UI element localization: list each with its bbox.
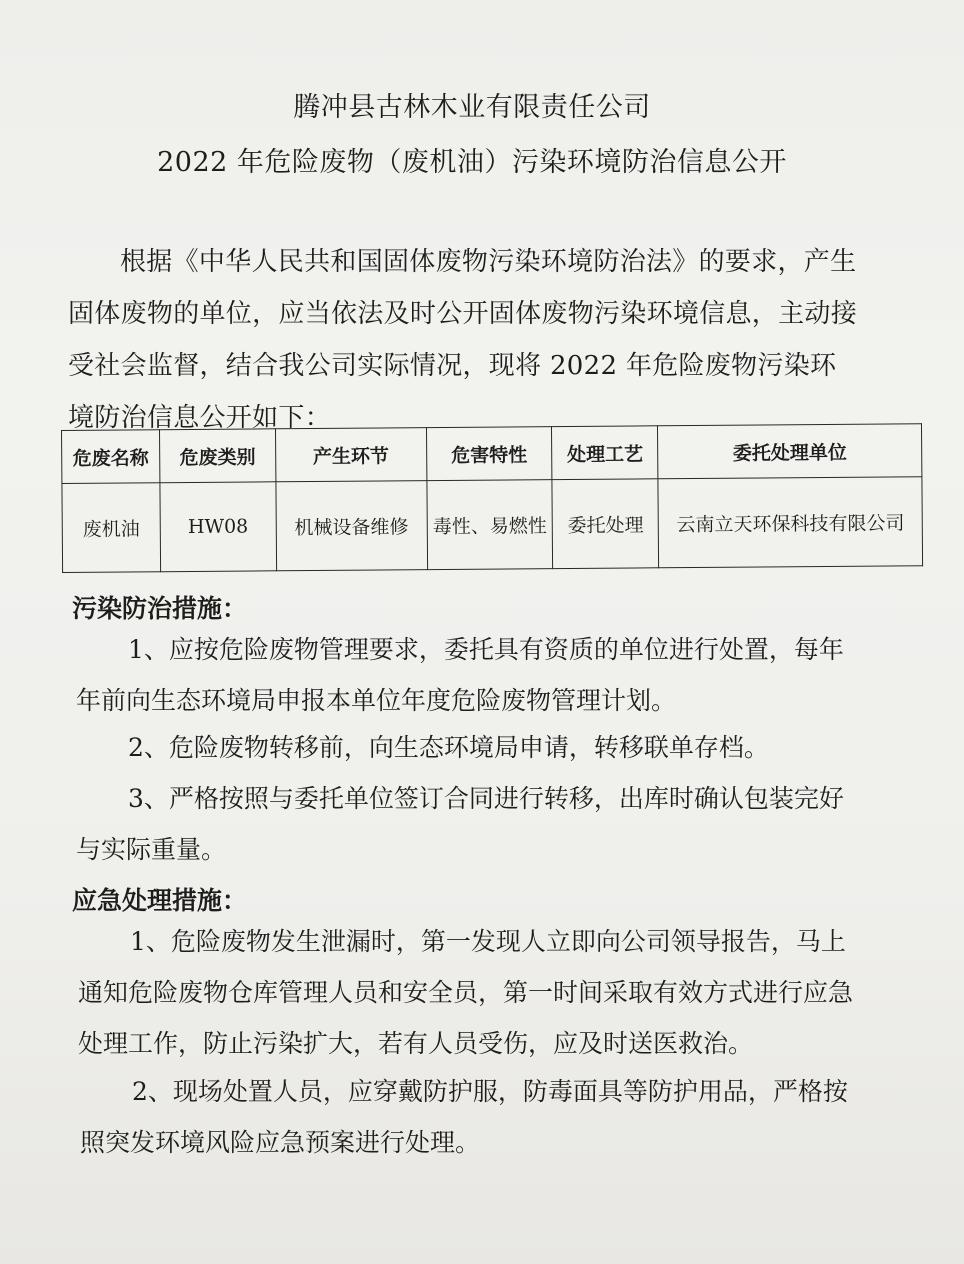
pollution-measure-2: 2、危险废物转移前，向生态环境局申请，转移联单存档。 [128,733,769,762]
cell-hazard-property: 毒性、易燃性 [426,480,553,570]
cell-generation-stage: 机械设备维修 [276,481,427,571]
pollution-measure-1: 1、应按危险废物管理要求，委托具有资质的单位进行处置，每年年前向生态环境局申报本单位年度危险废物管理计划。 [76,635,844,715]
table-row [62,477,923,573]
emergency-measures-heading: 应急处理措施： [72,886,248,915]
header-generation-stage: 产生环节 [275,428,426,482]
header-hazard-property: 危害特性 [426,427,552,481]
header-waste-category: 危废类别 [159,429,275,483]
company-name: 腾冲县古林木业有限责任公司 [293,92,651,123]
cell-waste-category: HW08 [160,482,277,572]
intro-paragraph: 根据《中华人民共和国固体废物污染环境防治法》的要求，产生固体废物的单位，应当依法及时公开固体废物污染环境信息，主动接受社会监督，结合我公司实际情况，现将 2022 年危险废物污染环境防治信息公开如下： [68,247,858,433]
cell-waste-name: 废机油 [62,483,161,573]
header-waste-name: 危废名称 [62,430,160,484]
header-treatment-process: 处理工艺 [552,426,658,480]
document-title: 2022 年危险废物（废机油）污染环境防治信息公开 [157,147,787,178]
table-header-row [62,424,922,484]
pollution-measure-3: 3、严格按照与委托单位签订合同进行转移，出库时确认包装完好与实际重量。 [76,784,844,864]
emergency-measure-2: 2、现场处置人员，应穿戴防护服，防毒面具等防护用品，严格按照突发环境风险应急预案进行处理。 [80,1077,848,1157]
header-contracted-unit: 委托处理单位 [658,424,922,479]
hazardous-waste-table [61,423,923,573]
pollution-measures-heading: 污染防治措施： [72,594,248,623]
cell-treatment-process: 委托处理 [552,479,659,569]
emergency-measure-1: 1、危险废物发生泄漏时，第一发现人立即向公司领导报告，马上通知危险废物仓库管理人员和安全员，第一时间采取有效方式进行应急处理工作，防止污染扩大，若有人员受伤，应及时送医救治。 [78,927,854,1058]
cell-contracted-unit: 云南立天环保科技有限公司 [658,477,922,568]
